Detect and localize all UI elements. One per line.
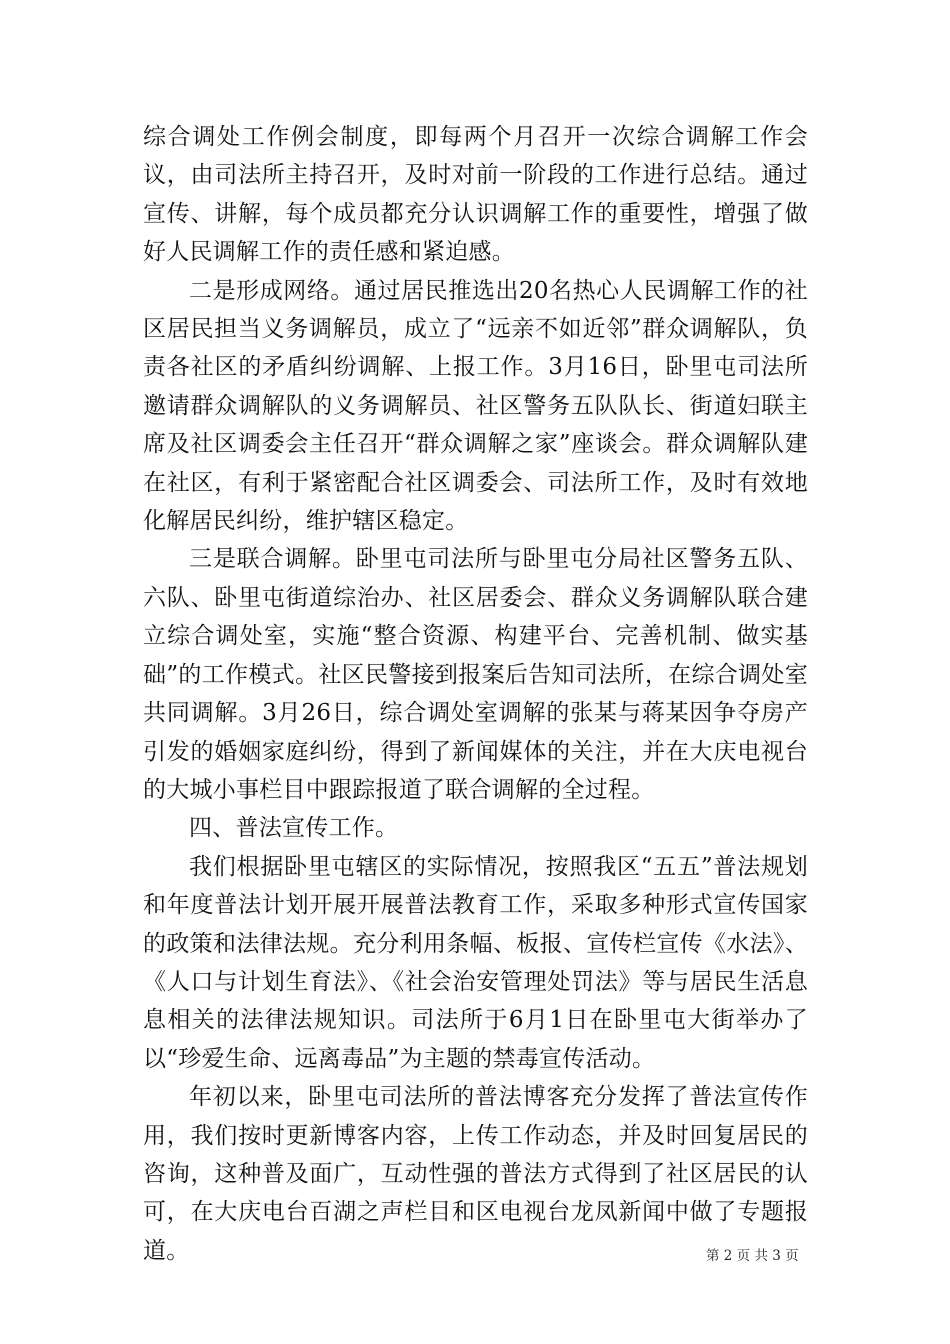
document-body bbox=[143, 118, 808, 1270]
paragraph-continued-meeting-system: 综合调处工作例会制度，即每两个月召开一次综合调解工作会议，由司法所主持召开，及时对前一阶段的工作进行总结。通过宣传、讲解，每个成员都充分认识调解工作的重要性，增强了做好人民调解工作的责任感和紧迫感。 bbox=[143, 124, 808, 266]
section-heading-legal-publicity: 四、普法宣传工作。 bbox=[189, 815, 399, 842]
paragraph-joint-mediation: 三是联合调解。卧里屯司法所与卧里屯分局社区警务五队、六队、卧里屯街道综治办、社区居委会、群众义务调解队联合建立综合调处室，实施“整合资源、构建平台、完善机制、做实基础”的工作模式。社区民警接到报案后告知司法所，在综合调处室共同调解。3月26日，综合调处室调解的张某与蒋某因争夺房产引发的婚姻家庭纠纷，得到了新闻媒体的关注，并在大庆电视台的大城小事栏目中跟踪报道了联合调解的全过程。 bbox=[143, 546, 808, 803]
paragraph-form-network: 二是形成网络。通过居民推选出20名热心人民调解工作的社区居民担当义务调解员，成立了“远亲不如近邻”群众调解队，负责各社区的矛盾纠纷调解、上报工作。3月16日，卧里屯司法所邀请群众调解队的义务调解员、社区警务五队队长、街道妇联主席及社区调委会主任召开“群众调解之家”座谈会。群众调解队建在社区，有利于紧密配合社区调委会、司法所工作，及时有效地化解居民纠纷，维护辖区稳定。 bbox=[143, 277, 808, 535]
paragraph-legal-education: 我们根据卧里屯辖区的实际情况，按照我区“五五”普法规划和年度普法计划开展开展普法教育工作，采取多种形式宣传国家的政策和法律法规。充分利用条幅、板报、宣传栏宣传《水法》、《人口与计划生育法》、《社会治安管理处罚法》等与居民生活息息相关的法律法规知识。司法所于6月1日在卧里屯大街举办了以“珍爱生命、远离毒品”为主题的禁毒宣传活动。 bbox=[143, 853, 808, 1072]
paragraph-legal-blog: 年初以来，卧里屯司法所的普法博客充分发挥了普法宣传作用，我们按时更新博客内容，上传工作动态，并及时回复居民的咨询，这种普及面广，互动性强的普法方式得到了社区居民的认可，在大庆电台百湖之声栏目和区电视台龙凤新闻中做了专题报道。 bbox=[143, 1084, 808, 1264]
page-number-footer: 第 2 页 共 3 页 bbox=[706, 1248, 799, 1264]
